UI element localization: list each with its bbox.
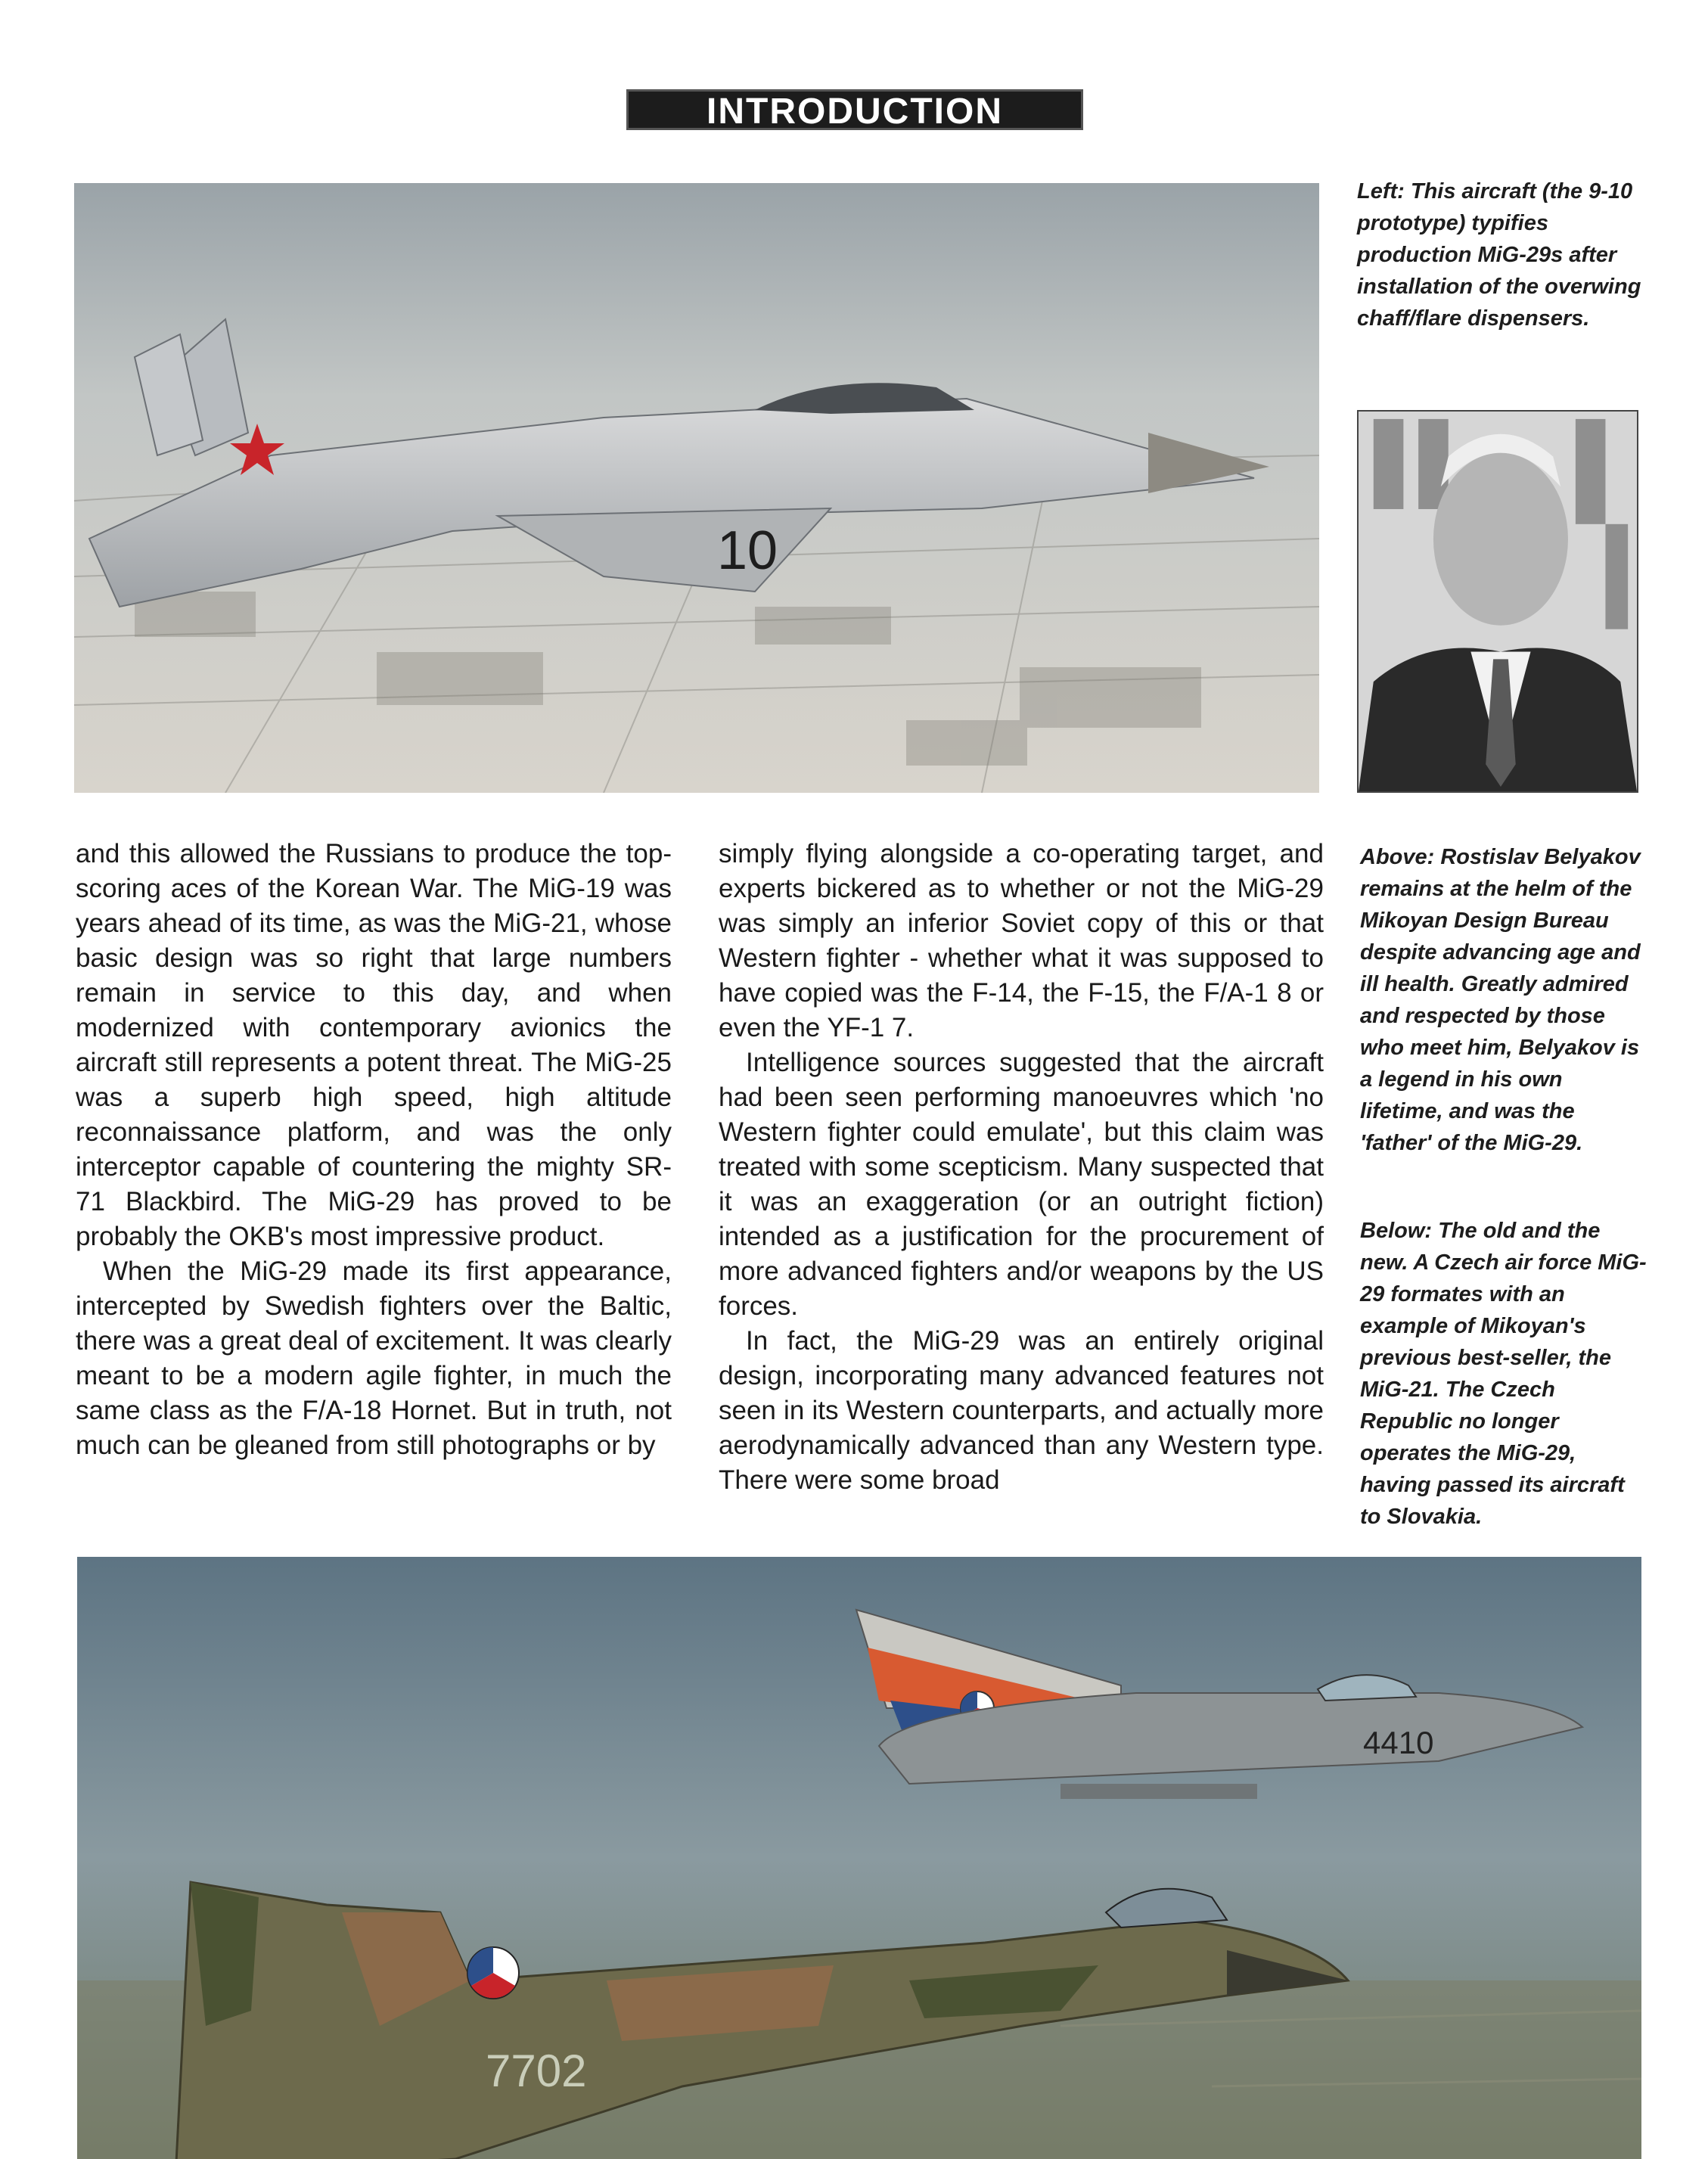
paragraph: In fact, the MiG-29 was an entirely original design, incorporating many advanced features not seen in its Western counterparts, and actually more aerodynamically advanced than any Western type. There were some broad (719, 1326, 1324, 1495)
text-column-2 (719, 837, 1324, 1498)
aircraft-number-10: 10 (717, 520, 778, 581)
photo-belyakov-portrait (1357, 410, 1638, 793)
aircraft-number-7702: 7702 (486, 2046, 587, 2096)
page-title: INTRODUCTION (626, 89, 1083, 130)
paragraph: simply flying alongside a co-operating target, and experts bickered as to whether or not the MiG-29 was simply an inferior Soviet copy of this or that Western fighter - whether what it was supposed to have copied was the F-14, the F-15, the F/A-1 8 or even the YF-1 7. (719, 839, 1324, 1042)
caption-left: Left: This aircraft (the 9-10 prototype) typifies production MiG-29s after installation of the overwing chaff/flare dispensers. (1357, 179, 1641, 331)
photo-czech-mig29-mig21 (77, 1557, 1641, 2159)
paragraph: and this allowed the Russians to produce the top-scoring aces of the Korean War. The MiG-19 was years ahead of its time, as was the MiG-21, whose basic design was so right that large numbers remain in service to this day, and when modernized with contemporary avionics the aircraft still represents a potent threat. The MiG-25 was a superb high speed, high altitude reconnaissance platform, and was the only interceptor capable of countering the mighty SR-71 Blackbird. The MiG-29 has proved to be probably the OKB's most impressive product. (76, 839, 672, 1251)
caption-above: Above: Rostislav Belyakov remains at the helm of the Mikoyan Design Bureau despite advancing age and ill health. Greatly admired and respected by those who meet him, Belyakov is a legend in his own lifetime, and was the 'father' of the MiG-29. (1360, 845, 1641, 1155)
photo-mig29-prototype (74, 183, 1319, 793)
text-column-1 (76, 837, 672, 1463)
caption-below: Below: The old and the new. A Czech air force MiG-29 formates with an example of Mikoyan's previous best-seller, the MiG-21. The Czech Republic no longer operates the MiG-29, having passed its aircraft to Slovakia. (1360, 1219, 1647, 1529)
paragraph: Intelligence sources suggested that the aircraft had been seen performing manoeuvres which 'no Western fighter could emulate', but this claim was treated with some scepticism. Many suspected that it was an exaggeration (or an outright fiction) intended as a justification for the procurement of more advanced fighters and/or weapons by the US forces. (719, 1048, 1324, 1321)
paragraph: When the MiG-29 made its first appearance, intercepted by Swedish fighters over the Baltic, there was a great deal of excitement. It was clearly meant to be a modern agile fighter, in much the same class as the F/A-18 Hornet. But in truth, not much can be gleaned from still photographs or by (76, 1257, 672, 1460)
aircraft-number-4410: 4410 (1363, 1725, 1434, 1760)
